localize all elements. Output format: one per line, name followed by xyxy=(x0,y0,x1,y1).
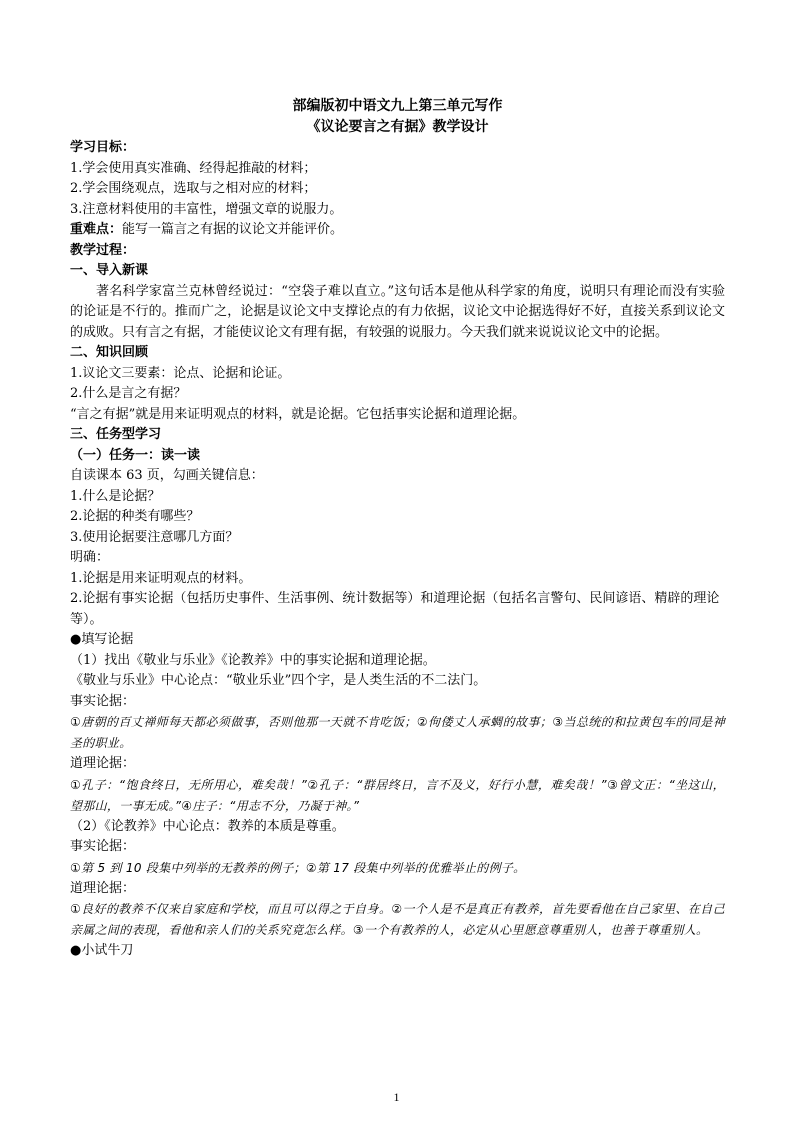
fact-label-2: 事实论据： xyxy=(70,839,136,854)
section1-paragraph: 著名科学家富兰克林曾经说过：“空袋子难以直立。”这句话本是他从科学家的角度，说明只有理论而没有实验的论证是不行的。推而广之，论据是议论文中支撑论点的有力依据，议论文中论据选得好不好，直接关系到议论文的成败。只有言之有据，才能使议论文有理有据，有较强的说服力。今天我们就来说说议论文中的论据。 xyxy=(70,283,725,340)
section2-heading: 二、知识回顾 xyxy=(70,345,149,360)
key-point-text: 能写一篇言之有据的议论文并能评价。 xyxy=(122,222,344,237)
section3-line: 1.什么是论据？ xyxy=(70,488,161,504)
fact-evidence-2: ①第 5 到 10 段集中列举的无教养的例子；②第 17 段集中列举的优雅举止的例子。 xyxy=(70,860,526,875)
fact-label: 事实论据： xyxy=(70,693,136,709)
section1-heading: 一、导入新课 xyxy=(70,263,149,278)
section3-line: 自读课本 63 页，勾画关键信息： xyxy=(70,468,264,483)
fill-evidence-heading: ●填写论据 xyxy=(70,632,134,647)
section2-line: 1.议论文三要素：论点、论据和论证。 xyxy=(70,365,291,381)
fact-evidence-1: ①唐朝的百丈禅师每天都必须做事，否则他那一天就不肯吃饭；②佝偻丈人承蜩的故事；③当总统的和拉黄包车的同是神圣的职业。 xyxy=(70,715,725,750)
section3-heading: 三、任务型学习 xyxy=(70,427,162,442)
section2-line: 2.什么是言之有据？ xyxy=(70,386,187,401)
document-page xyxy=(70,96,725,962)
process-heading: 教学过程： xyxy=(70,242,136,258)
goal-item: 3.注意材料使用的丰富性，增强文章的说服力。 xyxy=(70,201,343,217)
section2-line: “言之有据”就是用来证明观点的材料，就是论据。它包括事实论据和道理论据。 xyxy=(70,406,526,422)
key-point-label: 重难点： xyxy=(70,222,123,237)
key-point-line xyxy=(70,220,725,241)
task1-heading: （一）任务一：读一读 xyxy=(70,447,201,463)
section3-line: 1.论据是用来证明观点的材料。 xyxy=(70,570,252,586)
question1-center-point: 《敬业与乐业》中心论点：“敬业乐业”四个字，是人类生活的不二法门。 xyxy=(70,673,487,688)
goals-heading: 学习目标： xyxy=(70,140,136,155)
section3-line: 明确： xyxy=(70,550,110,565)
reason-evidence-2: ①良好的教养不仅来自家庭和学校，而且可以得之于自身。②一个人是不是真正有教养，首先要看他在自己家里、在自己亲属之间的表现，看他和亲人们的关系究竟怎么样。③一个有教养的人，必定从心里愿意尊重别人，也善于尊重别人。 xyxy=(70,902,725,937)
question2: （2）《论教养》中心论点：教养的本质是尊重。 xyxy=(70,818,345,834)
reason-evidence-1: ①孔子：“饱食终日，无所用心，难矣哉！”②孔子：“群居终日，言不及义，好行小慧，难矣哉！”③曾文正：“坐这山，望那山，一事无成。”④庄子：“用志不分，乃凝于神。” xyxy=(70,777,725,813)
section3-line: 2.论据的种类有哪些？ xyxy=(70,509,200,524)
document-title-line2: 《议论要言之有据》教学设计 xyxy=(306,119,489,135)
goal-item: 2.学会围绕观点，选取与之相对应的材料； xyxy=(70,181,317,196)
reason-label: 道理论据： xyxy=(70,756,136,771)
section3-line: 2.论据有事实论据（包括历史事件、生活事例、统计数据等）和道理论据（包括名言警句、民间谚语、精辟的理论等）。 xyxy=(70,591,720,627)
trial-heading: ●小试牛刀 xyxy=(70,943,134,958)
reason-label-2: 道理论据： xyxy=(70,880,136,896)
document-title-line1: 部编版初中语文九上第三单元写作 xyxy=(292,98,503,114)
question1: （1）找出《敬业与乐业》《论教养》中的事实论据和道理论据。 xyxy=(70,652,436,668)
section3-line: 3.使用论据要注意哪几方面？ xyxy=(70,529,239,545)
goal-item: 1.学会使用真实准确、经得起推敲的材料； xyxy=(70,160,317,176)
page-number: 1 xyxy=(393,1090,400,1104)
